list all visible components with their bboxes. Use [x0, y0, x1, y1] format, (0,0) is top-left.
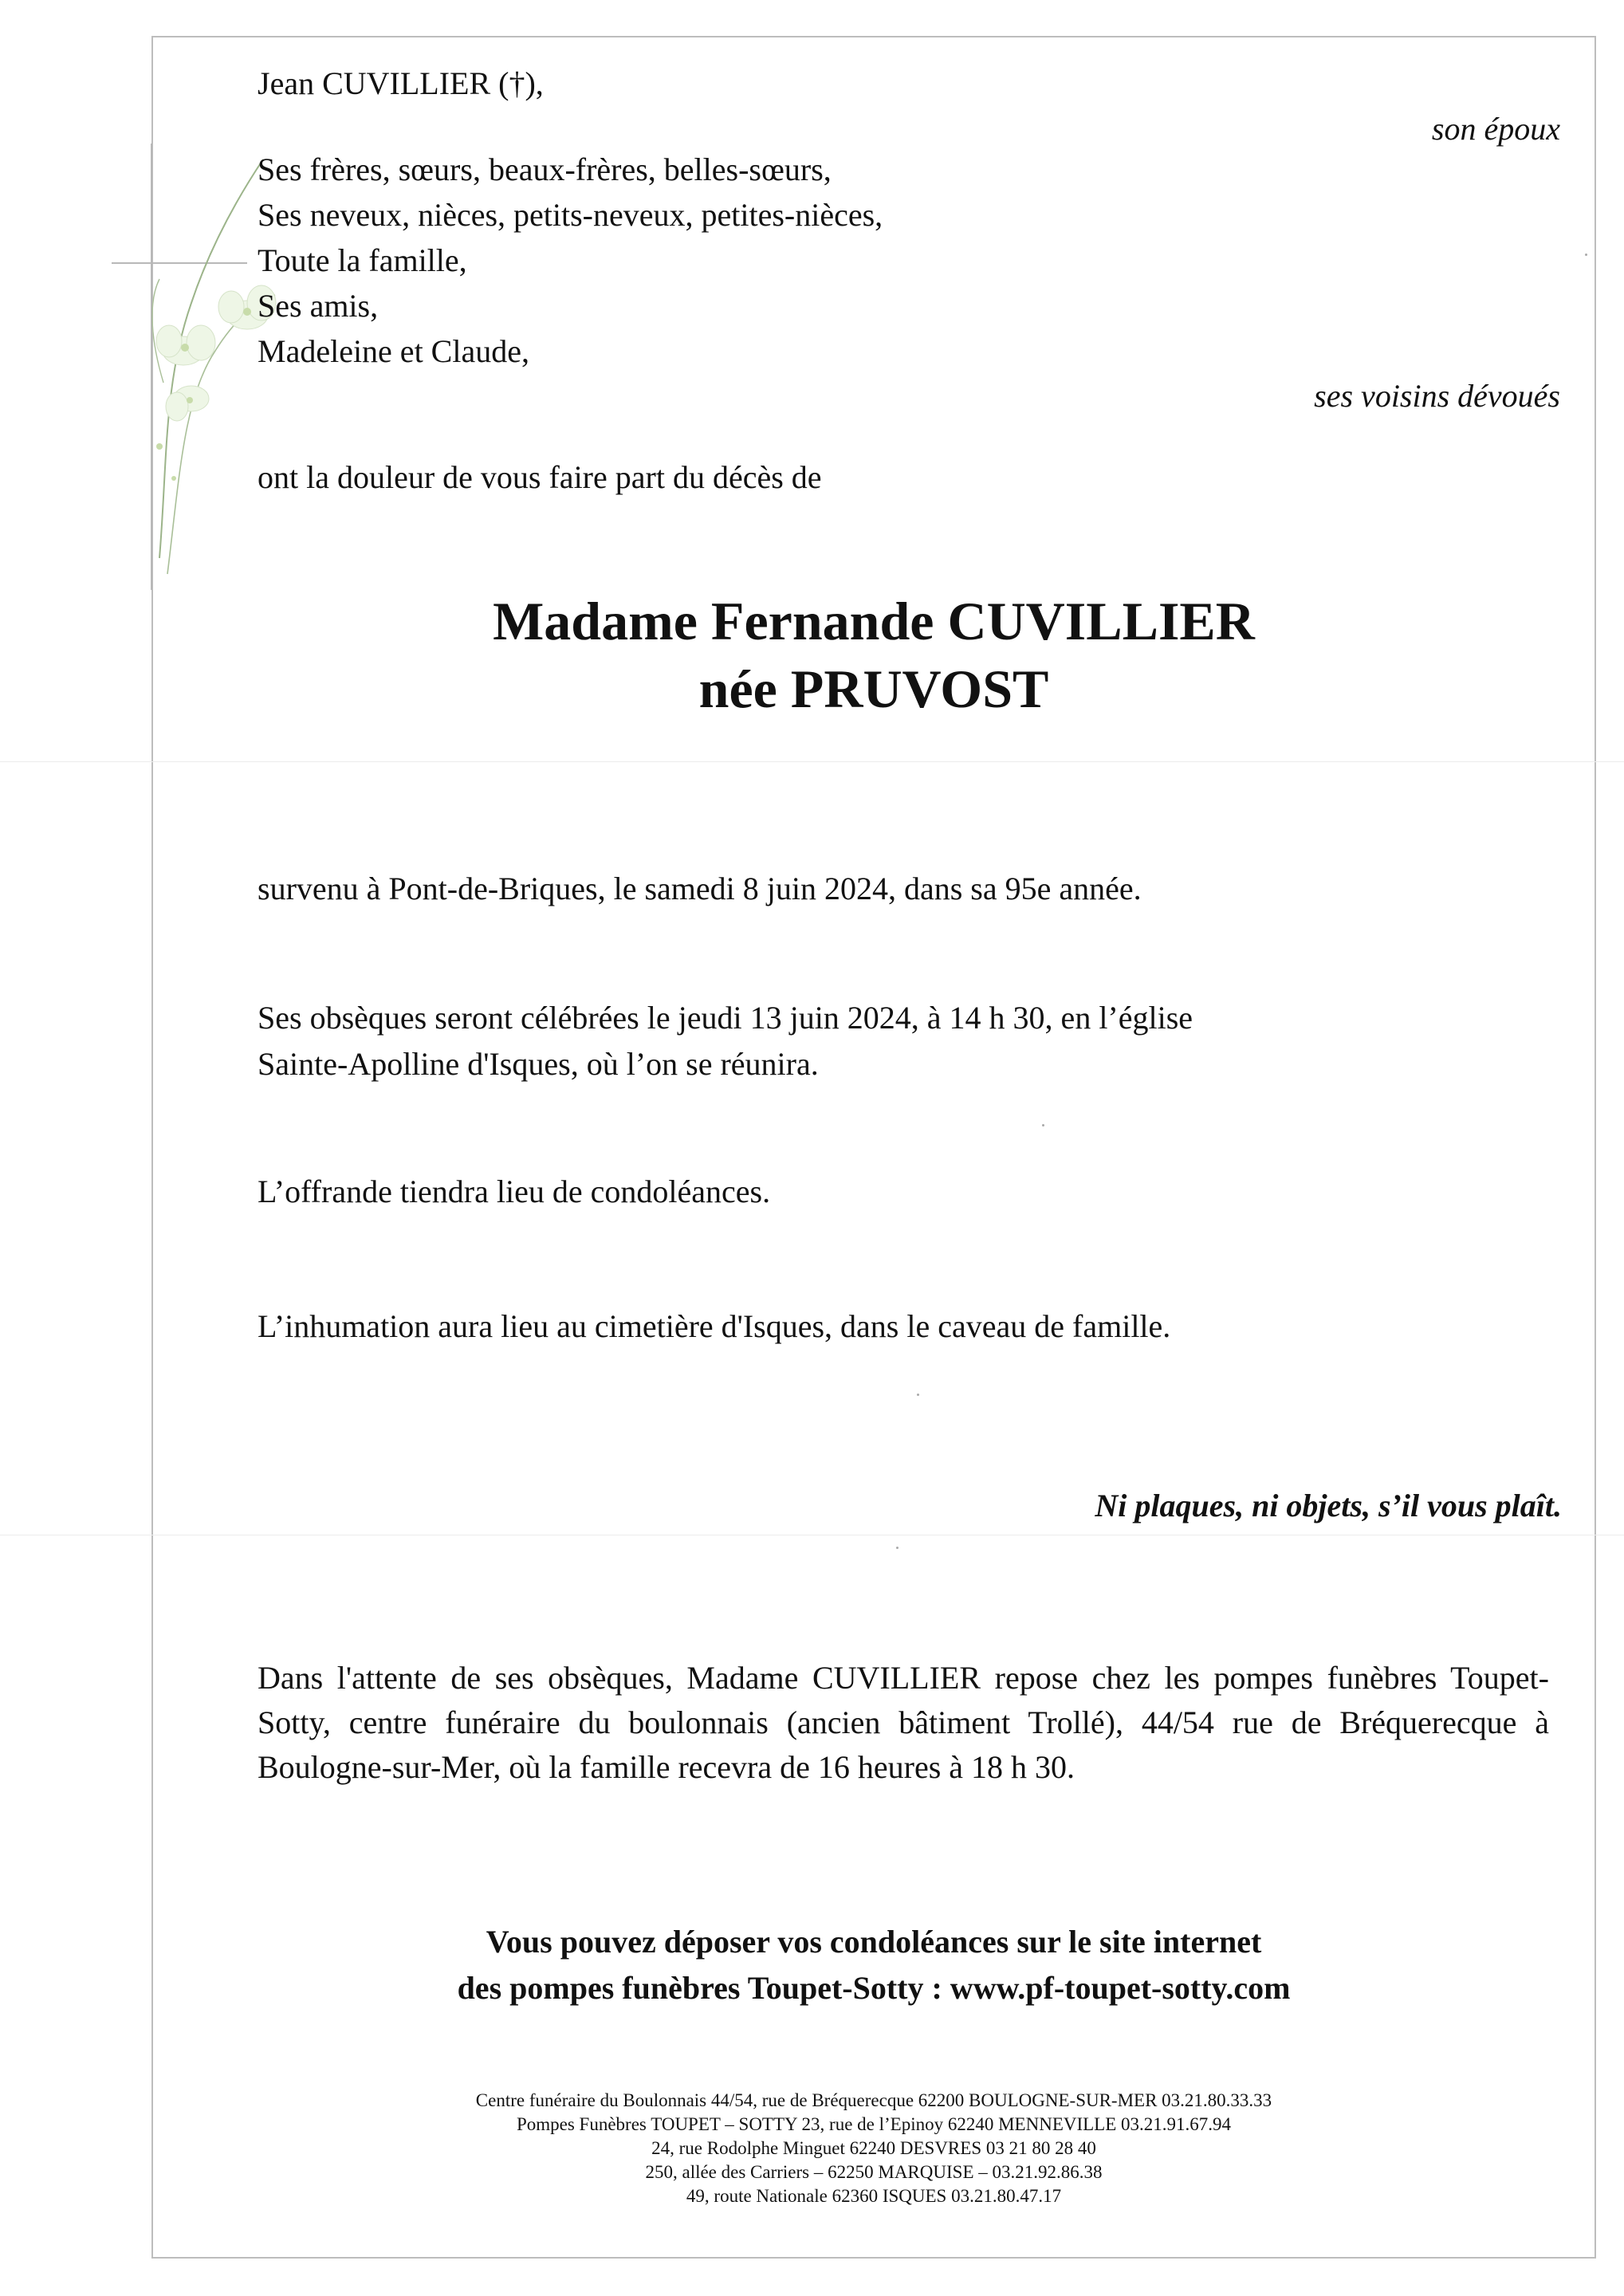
husband-line: Jean CUVILLIER (†),	[258, 65, 544, 101]
family-line: Madeleine et Claude,	[258, 333, 529, 369]
husband-role: son époux	[1431, 111, 1560, 147]
scan-speck	[896, 1547, 899, 1549]
footer-line: 49, route Nationale 62360 ISQUES 03.21.80.47.17	[686, 2186, 1062, 2206]
scan-speck	[1042, 1124, 1044, 1126]
family-line: Ses frères, sœurs, beaux-frères, belles-sœurs,	[258, 151, 832, 187]
footer-line: 24, rue Rodolphe Minguet 62240 DESVRES 03 21 80 28 40	[651, 2138, 1096, 2158]
scan-speck	[917, 1394, 919, 1396]
family-line: Toute la famille,	[258, 242, 467, 278]
repose-paragraph: Dans l'attente de ses obsèques, Madame CUVILLIER repose chez les pompes funèbres Toupet-Sotty, centre funéraire du boulonnais (ancien bâtiment Trollé), 44/54 rue de Bréquerecque à Boulogne-sur-Mer, où la famille recevra de 16 heures à 18 h 30.	[258, 1660, 1549, 1785]
announcement-line: ont la douleur de vous faire part du décès de	[258, 459, 822, 495]
neighbours-role: ses voisins dévoués	[1314, 378, 1560, 414]
deceased-maiden-name: née PRUVOST	[698, 659, 1049, 719]
footer-line: Centre funéraire du Boulonnais 44/54, rue de Bréquerecque 62200 BOULOGNE-SUR-MER 03.21.80.33.33	[475, 2090, 1272, 2110]
offering-line: L’offrande tiendra lieu de condoléances.	[258, 1174, 771, 1209]
footer-addresses	[151, 2089, 1596, 2208]
family-line: Ses amis,	[258, 288, 379, 324]
condolences-website-line: des pompes funèbres Toupet-Sotty : www.pf-toupet-sotty.com	[457, 1970, 1291, 2006]
funeral-line: Ses obsèques seront célébrées le jeudi 13 juin 2024, à 14 h 30, en l’église	[258, 1000, 1193, 1036]
deceased-name: Madame Fernande CUVILLIER	[493, 591, 1255, 651]
scan-speck	[1585, 254, 1587, 256]
death-line: survenu à Pont-de-Briques, le samedi 8 juin 2024, dans sa 95e année.	[258, 871, 1142, 906]
request-line: Ni plaques, ni objets, s’il vous plaît.	[1095, 1488, 1562, 1523]
family-line: Ses neveux, nièces, petits-neveux, petites-nièces,	[258, 197, 883, 233]
fold-line-upper	[0, 761, 1624, 762]
footer-line: 250, allée des Carriers – 62250 MARQUISE – 03.21.92.86.38	[645, 2162, 1103, 2182]
burial-line: L’inhumation aura lieu au cimetière d'Isques, dans le caveau de famille.	[258, 1308, 1171, 1344]
condolences-line: Vous pouvez déposer vos condoléances sur le site internet	[486, 1924, 1262, 1960]
footer-line: Pompes Funèbres TOUPET – SOTTY 23, rue de l’Epinoy 62240 MENNEVILLE 03.21.91.67.94	[516, 2114, 1232, 2134]
funeral-line: Sainte-Apolline d'Isques, où l’on se réunira.	[258, 1046, 819, 1082]
